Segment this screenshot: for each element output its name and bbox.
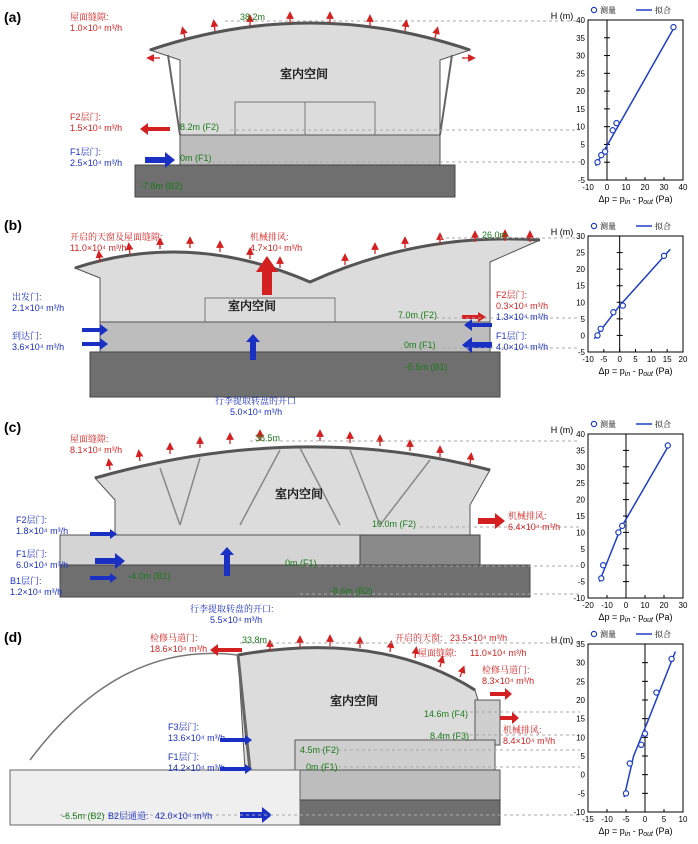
panel-d-exhaust-arrow — [500, 712, 519, 724]
panel-b-floor-b1 — [90, 352, 500, 397]
panel-c-level-b2: -8.6m (B2) — [330, 586, 373, 596]
y-tick-label: 5 — [580, 314, 585, 324]
panel-c-f1-door-value: 6.0×10⁴ m³/h — [16, 560, 69, 570]
panel-b-arrival-name: 到达门: — [12, 331, 42, 341]
panel-d-b2-channel-value: 42.0×10⁴ m³/h — [155, 811, 213, 821]
y-tick-label: 35 — [576, 640, 585, 649]
y-tick-label: 0 — [580, 561, 585, 571]
panel-a-level-f2: 8.2m (F2) — [180, 122, 220, 132]
measured-point — [627, 761, 632, 766]
panel-a-space-label: 室内空间 — [280, 67, 329, 81]
panel-b-departure-value: 2.1×10⁴ m³/h — [12, 303, 65, 313]
y-tick-label: 30 — [576, 232, 585, 241]
x-tick-label: 20 — [678, 355, 688, 364]
panel-d-canopy — [30, 653, 238, 760]
y-tick-label: 30 — [576, 462, 585, 472]
measured-point — [599, 576, 604, 581]
y-tick-label: 20 — [576, 696, 585, 705]
y-tick-label: 15 — [576, 281, 585, 291]
panel-c-roof-gap-name: 屋面缝隙: — [70, 434, 109, 444]
legend-fit-label: 拟合 — [655, 222, 671, 231]
measured-point — [620, 303, 625, 308]
panel-b-level-f1: 0m (F1) — [404, 340, 436, 350]
panel-d-space-label: 室内空间 — [330, 694, 379, 708]
panel-b-f1-door-value: 4.0×10⁴ m³/h — [496, 342, 549, 352]
panel-d-roof-gap-name: 屋面缝隙: — [418, 648, 457, 658]
measured-point — [669, 656, 674, 661]
x-tick-label: 30 — [659, 183, 669, 192]
panel-b-arrival-value: 3.6×10⁴ m³/h — [12, 342, 65, 352]
panel-d-skylight-value: 23.5×10⁴ m³/h — [450, 633, 508, 643]
panel-a-f1-door-value: 2.5×10⁴ m³/h — [70, 158, 123, 168]
panel-c-b1-door-value: 1.2×10⁴ m³/h — [10, 587, 63, 597]
panel-b-departure-name: 出发门: — [12, 292, 42, 302]
x-tick-label: 40 — [678, 183, 688, 192]
panel-b-exhaust-name: 机械排风: — [250, 232, 289, 242]
x-tick-label: -10 — [601, 601, 613, 610]
panel-a-floor-b2 — [135, 165, 455, 197]
panel-d-chart — [551, 629, 688, 838]
panel-b-level-roof: 26.0m — [482, 230, 508, 240]
panel-a-floor-f1 — [180, 135, 440, 165]
measured-point — [665, 443, 670, 448]
panel-d-f1-door-name: F1层门: — [168, 752, 200, 762]
y-tick-label: 30 — [576, 658, 585, 668]
x-tick-label: 5 — [633, 355, 638, 364]
panel-a-chart — [551, 5, 688, 206]
measured-point — [616, 530, 621, 535]
fit-line — [594, 249, 670, 338]
y-tick-label: 5 — [580, 752, 585, 761]
panel-d-level-f1: 0m (F1) — [306, 762, 338, 772]
panel-c-chart — [551, 419, 688, 624]
panel-b-carousel-value: 5.0×10⁴ m³/h — [230, 407, 283, 417]
panel-c-floor-b2 — [60, 565, 530, 597]
panel-a-roof-gap-name: 屋面缝隙: — [70, 12, 109, 22]
panel-c-level-roof: 36.5m — [255, 433, 281, 443]
panel-d-catwalk-left-name: 检修马道门: — [150, 633, 198, 643]
panel-c-level-b1: -4.0m (B1) — [128, 571, 171, 581]
y-tick-label: 35 — [576, 33, 585, 43]
panel-b-section — [4, 217, 580, 417]
measured-point — [623, 791, 628, 796]
panel-a-f2-door-value: 1.5×10⁴ m³/h — [70, 123, 123, 133]
panel-b-skylight-name: 开启的天窗及屋面缝隙: — [70, 232, 163, 242]
measured-point — [603, 149, 608, 154]
y-tick-label: 25 — [576, 677, 585, 687]
x-tick-label: 20 — [659, 601, 669, 610]
panel-d-floor-f1 — [300, 770, 500, 800]
x-tick-label: -15 — [582, 815, 594, 824]
x-tick-label: 10 — [646, 355, 656, 364]
y-tick-label: 10 — [576, 528, 585, 538]
x-tick-label: 0 — [623, 601, 629, 610]
x-axis-label: $\Delta p = p_{in} - p_{out}$ (Pa) — [598, 612, 673, 624]
panel-a-level-roof: 38.2m — [240, 12, 266, 22]
y-tick-label: 35 — [576, 446, 585, 456]
y-tick-label: -10 — [573, 594, 585, 603]
panel-c-roof-gap-value: 8.1×10⁴ m³/h — [70, 445, 123, 455]
panel-b-skylight-value: 11.0×10⁴ m³/h — [70, 243, 127, 253]
x-tick-label: 5 — [661, 815, 667, 824]
panel-a-f1-door-name: F1层门: — [70, 147, 102, 157]
x-tick-label: -10 — [582, 183, 594, 192]
x-tick-label: 0 — [617, 355, 622, 364]
panel-d-catwalk-right-arrow — [490, 688, 512, 700]
y-tick-label: 20 — [576, 265, 585, 275]
panel-b-f2-door-name: F2层门: — [496, 290, 528, 300]
panel-c-b1-door-name: B1层门: — [10, 576, 42, 586]
panel-d-level-b2: -6.5m (B2) — [62, 811, 105, 821]
panel-d-f3-door-name: F3层门: — [168, 722, 200, 732]
panel-d-catwalk-right-name: 检修马道门: — [482, 665, 530, 675]
fit-line — [624, 652, 675, 798]
x-tick-label: 0 — [642, 815, 648, 824]
fit-line — [596, 25, 676, 166]
y-tick-label: -5 — [577, 789, 585, 799]
x-tick-label: 10 — [640, 601, 650, 610]
x-tick-label: 10 — [678, 815, 688, 824]
panel-d-catwalk-right-value: 8.3×10⁴ m³/h — [482, 676, 535, 686]
x-tick-label: -5 — [622, 815, 630, 824]
panel-d-level-f4: 14.6m (F4) — [424, 709, 469, 719]
plot-frame — [588, 236, 683, 352]
x-tick-label: 10 — [621, 183, 631, 192]
x-axis-label: $\Delta p = p_{in} - p_{out}$ (Pa) — [598, 826, 673, 838]
x-tick-label: -10 — [601, 815, 613, 824]
panel-b-carousel-name: 行李提取转盘的开口 — [215, 396, 297, 406]
panel-d-label: (d) — [4, 629, 22, 645]
y-tick-label: 10 — [576, 298, 585, 308]
y-tick-label: 30 — [576, 51, 585, 61]
panel-d-exhaust-name: 机械排风: — [503, 725, 542, 735]
panel-a-roof-gap-value: 1.0×10⁴ m³/h — [70, 23, 123, 33]
y-tick-label: 20 — [576, 495, 585, 505]
x-tick-label: -5 — [600, 355, 608, 364]
measured-point — [620, 523, 625, 528]
x-tick-label: 20 — [640, 183, 650, 192]
fit-line — [599, 444, 669, 582]
y-tick-label: 10 — [576, 122, 585, 132]
panel-a-level-f1: 0m (F1) — [180, 153, 212, 163]
measured-point — [614, 121, 619, 126]
y-tick-label: -5 — [577, 176, 585, 185]
y-tick-label: 25 — [576, 248, 585, 258]
panel-c-exhaust-value: 6.4×10⁴ m³/h — [508, 522, 561, 532]
measured-point — [671, 25, 676, 30]
panel-c-exhaust-name: 机械排风: — [508, 511, 547, 521]
measured-point — [639, 742, 644, 747]
panel-d-level-f2: 4.5m (F2) — [300, 745, 340, 755]
legend-measured-label: 测量 — [600, 630, 616, 639]
measured-point — [595, 333, 600, 338]
x-tick-label: 30 — [678, 601, 688, 610]
panel-c-f2-door-value: 1.8×10⁴ m³/h — [16, 526, 69, 536]
measured-point — [601, 563, 606, 568]
x-tick-label: -10 — [582, 355, 594, 364]
panel-d-level-f3: 8.4m (F3) — [430, 731, 470, 741]
legend-fit-label: 拟合 — [655, 630, 671, 639]
y-tick-label: 0 — [580, 331, 585, 341]
y-axis-label: H (m) — [550, 425, 574, 435]
panel-d-section — [4, 629, 580, 825]
panel-c-level-f2: 10.0m (F2) — [372, 519, 417, 529]
y-tick-label: 0 — [580, 770, 585, 780]
panel-d-b2-channel-name: B2层通道: — [108, 811, 149, 821]
panel-c-f2-door-name: F2层门: — [16, 515, 48, 525]
panel-d-skylight-name: 开启的天窗: — [395, 633, 443, 643]
legend-measured-marker — [591, 421, 596, 426]
y-tick-label: 0 — [580, 158, 585, 168]
panel-a-label: (a) — [4, 9, 22, 25]
y-tick-label: 15 — [576, 512, 585, 521]
panel-c-carousel-value: 5.5×10⁴ m³/h — [210, 615, 263, 625]
panel-b-level-f2: 7.0m (F2) — [398, 310, 438, 320]
panel-b-f2-out-value: 0.3×10⁴ m³/h — [496, 301, 549, 311]
legend-measured-label: 测量 — [600, 6, 616, 15]
panel-d-exhaust-value: 8.4×10⁴ m³/h — [503, 736, 556, 746]
panel-b-exhaust-value: 4.7×10⁴ m³/h — [250, 243, 303, 253]
y-tick-label: 25 — [576, 479, 585, 489]
panel-b-f1-door-name: F1层门: — [496, 331, 528, 341]
x-tick-label: -20 — [582, 601, 594, 610]
y-axis-label: H (m) — [550, 227, 574, 237]
legend-fit-label: 拟合 — [655, 6, 671, 15]
measured-point — [595, 160, 600, 165]
y-tick-label: 25 — [576, 69, 585, 79]
measured-point — [610, 128, 615, 133]
y-tick-label: -5 — [577, 348, 585, 357]
panel-a-f2-door-arrow — [140, 123, 170, 135]
panel-c-level-f1: 0m (F1) — [285, 558, 317, 568]
x-axis-label: $\Delta p = p_{in} - p_{out}$ (Pa) — [598, 194, 673, 206]
panel-d-floor-b2 — [300, 800, 500, 825]
y-axis-label: H (m) — [550, 11, 574, 21]
legend-measured-label: 测量 — [600, 222, 616, 231]
panel-b-f2-in-value: 1.3×10⁴ m³/h — [496, 312, 549, 322]
y-tick-label: 5 — [580, 544, 585, 554]
y-tick-label: -10 — [573, 808, 585, 817]
panel-d-catwalk-left-value: 18.6×10⁴ m³/h — [150, 644, 208, 654]
legend-fit-label: 拟合 — [655, 420, 671, 429]
panel-b-label: (b) — [4, 217, 22, 233]
y-axis-label: H (m) — [550, 635, 574, 645]
x-tick-label: 15 — [662, 355, 672, 364]
panel-d-roof-gap-value: 11.0×10⁴ m³/h — [470, 648, 527, 658]
legend-measured-label: 测量 — [600, 420, 616, 429]
y-tick-label: 20 — [576, 87, 585, 97]
panel-d-f1-door-value: 14.2×10⁴ m³/h — [168, 763, 226, 773]
panel-a-level-b2: -7.8m (B2) — [140, 181, 183, 191]
panel-d-level-roof: 33.8m — [242, 635, 268, 645]
y-tick-label: 40 — [576, 16, 585, 25]
measured-point — [598, 326, 603, 331]
measured-point — [611, 310, 616, 315]
legend-measured-marker — [591, 631, 596, 636]
y-tick-label: 15 — [576, 714, 585, 724]
x-axis-label: $\Delta p = p_{in} - p_{out}$ (Pa) — [598, 366, 673, 378]
panel-c-carousel-name: 行李提取转盘的开口: — [190, 604, 274, 614]
measured-point — [642, 731, 647, 736]
x-tick-label: 0 — [604, 183, 610, 192]
measured-point — [654, 690, 659, 695]
panel-a-section — [4, 9, 580, 197]
y-tick-label: 10 — [576, 733, 585, 743]
y-tick-label: 5 — [580, 140, 585, 150]
panel-c-label: (c) — [4, 419, 22, 435]
panel-b-level-b1: -5.5m (B1) — [405, 362, 448, 372]
legend-measured-marker — [591, 223, 596, 228]
y-tick-label: 15 — [576, 104, 585, 114]
panel-b-chart — [551, 221, 688, 378]
measured-point — [661, 253, 666, 258]
panel-c-f1-door-name: F1层门: — [16, 549, 48, 559]
y-tick-label: 40 — [576, 430, 585, 439]
panel-c-section — [4, 419, 580, 625]
y-tick-label: -5 — [577, 577, 585, 587]
panel-c-space-label: 室内空间 — [275, 487, 324, 501]
panel-d-f3-door-value: 13.6×10⁴ m³/h — [168, 733, 226, 743]
panel-b-space-label: 室内空间 — [228, 299, 277, 313]
panel-a-f2-door-name: F2层门: — [70, 112, 102, 122]
legend-measured-marker — [591, 7, 596, 12]
